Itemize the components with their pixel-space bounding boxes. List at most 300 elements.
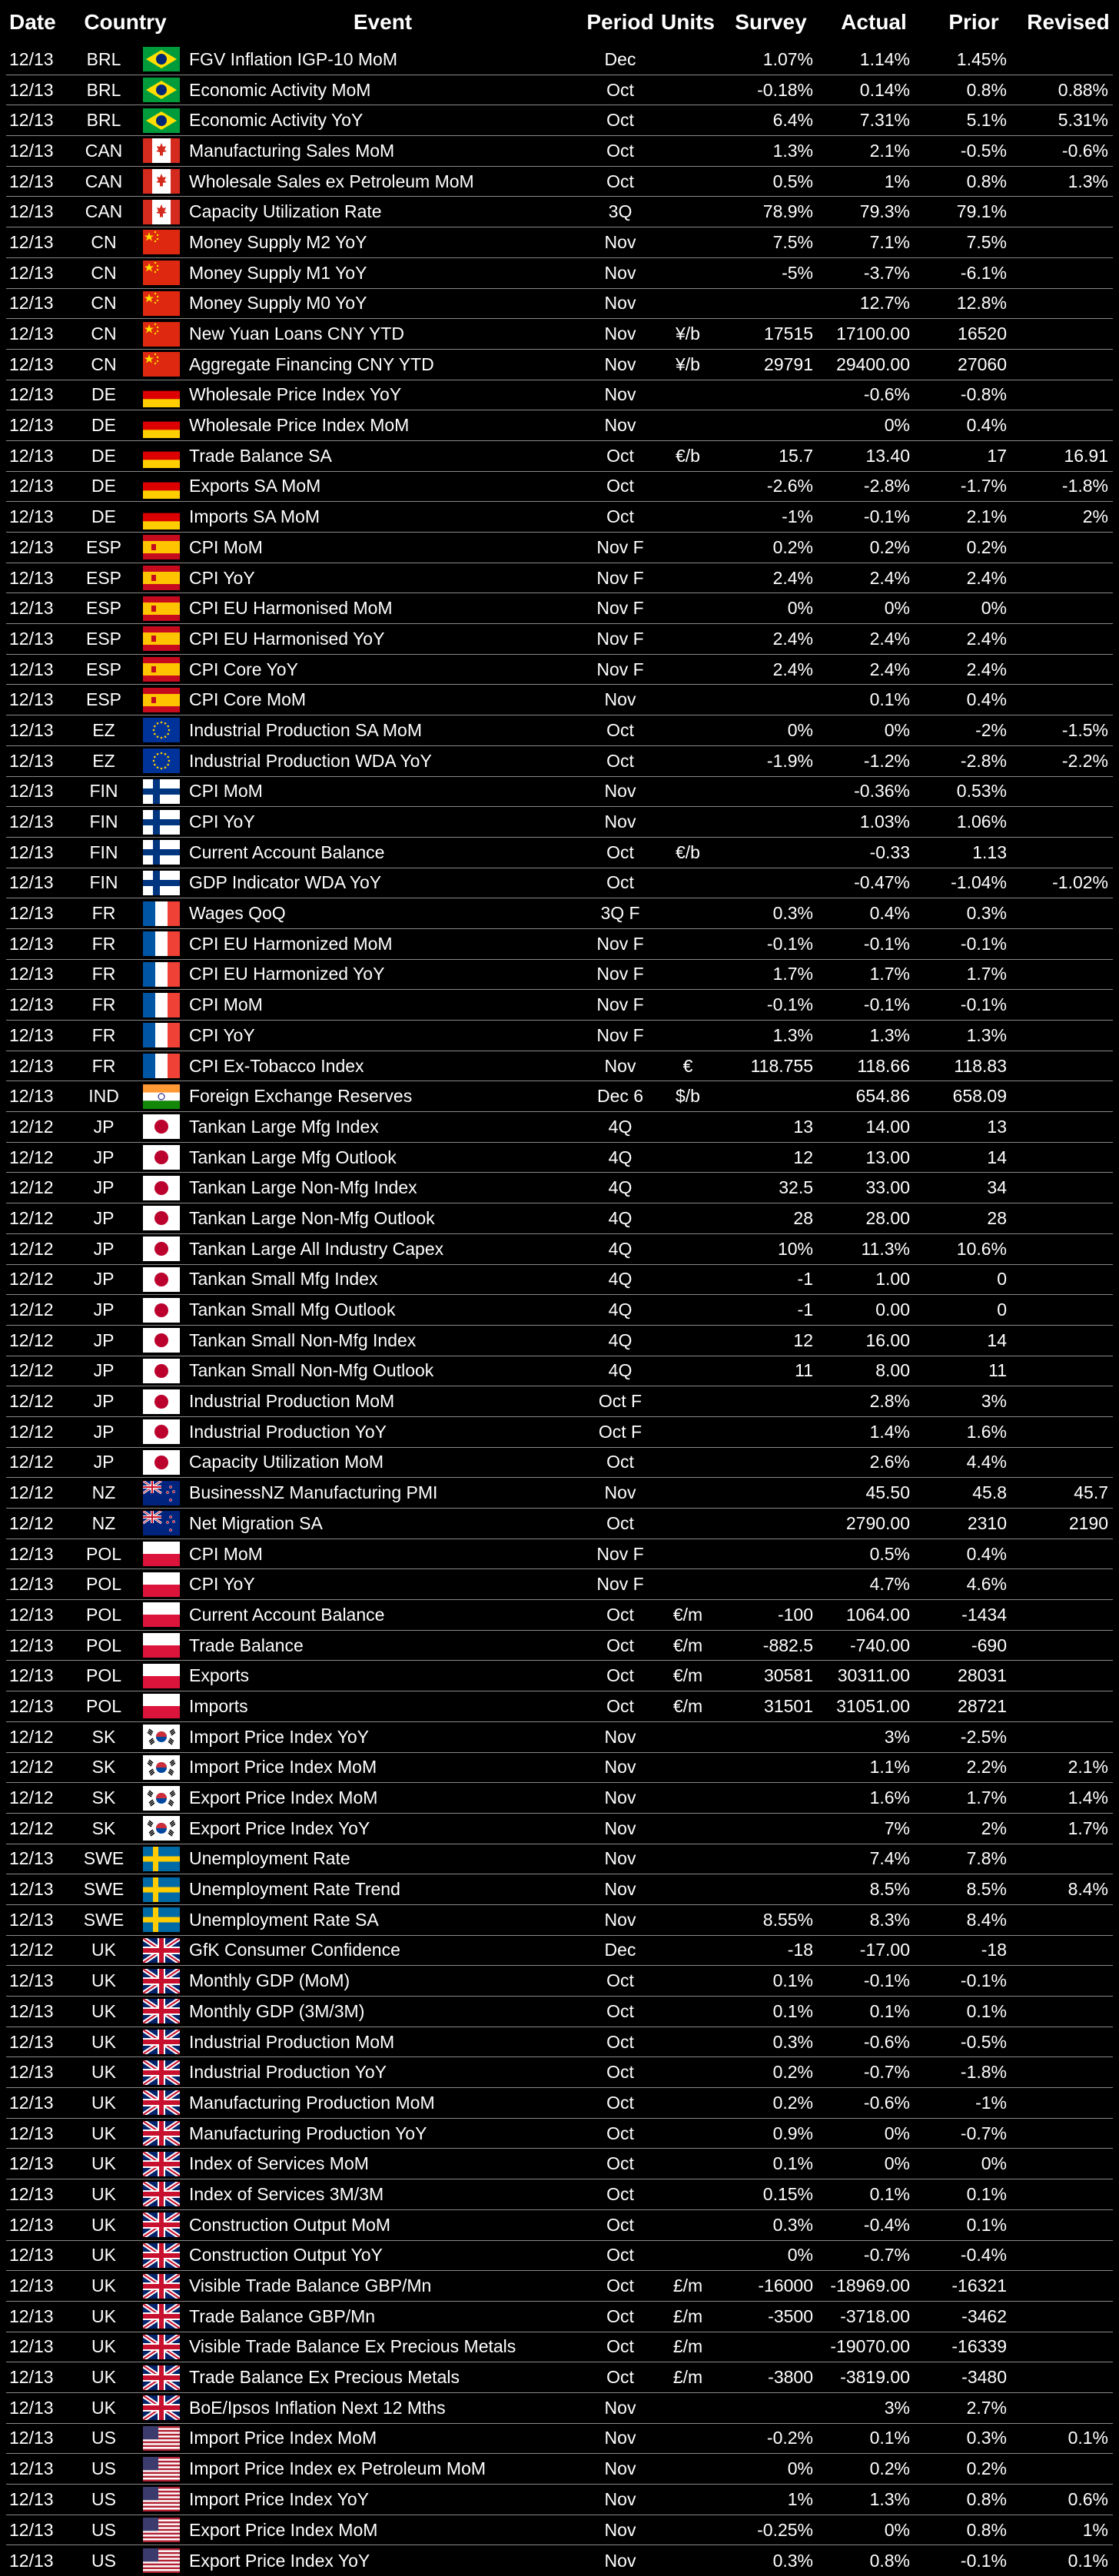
cell-period: Oct [606, 2336, 634, 2357]
table-row [6, 380, 1113, 411]
flag-pl-icon [140, 1542, 183, 1566]
flag-fr-icon [140, 931, 183, 956]
cell-revised: -2.2% [1061, 750, 1108, 771]
cell-survey: 30581 [764, 1665, 813, 1686]
cell-country: POL [85, 1635, 122, 1655]
cell-country: POL [85, 1604, 122, 1625]
cell-country: JP [93, 1207, 115, 1228]
cell-prior: -2.5% [960, 1726, 1007, 1747]
cell-event: Money Supply M0 YoY [189, 293, 367, 314]
cell-event: CPI YoY [189, 812, 255, 832]
cell-date: 12/13 [9, 719, 54, 740]
cell-period: Oct [606, 2367, 634, 2388]
cell-date: 12/13 [9, 1909, 54, 1930]
flag-jp-icon [140, 1419, 183, 1444]
table-row [6, 960, 1113, 991]
cell-date: 12/13 [9, 506, 54, 527]
cell-period: Nov [604, 812, 636, 832]
cell-survey: 0.15% [762, 2183, 813, 2204]
cell-country: POL [85, 1665, 122, 1686]
cell-revised: 45.7 [1074, 1482, 1108, 1503]
table-row [6, 441, 1113, 472]
cell-date: 12/13 [9, 994, 54, 1015]
table-row [6, 502, 1113, 533]
cell-event: BusinessNZ Manufacturing PMI [189, 1482, 438, 1503]
cell-survey: 0.1% [772, 2153, 813, 2174]
header-prior: Prior [948, 10, 999, 34]
cell-event: Tankan Large All Industry Capex [189, 1238, 444, 1259]
cell-date: 12/12 [9, 1726, 54, 1747]
table-row [6, 1997, 1113, 2027]
cell-event: Trade Balance [189, 1635, 304, 1655]
cell-survey: 0.2% [772, 536, 813, 557]
header-revised: Revised [1027, 10, 1110, 34]
cell-period: Oct [606, 110, 634, 131]
cell-prior: 0.4% [966, 415, 1007, 436]
flag-uk-icon [140, 2395, 183, 2420]
cell-survey: 7.5% [772, 231, 813, 252]
flag-us-icon [140, 2426, 183, 2451]
flag-ca-icon [140, 138, 183, 163]
cell-country: CN [91, 231, 117, 252]
cell-date: 12/13 [9, 1970, 54, 1991]
flag-uk-icon [140, 2182, 183, 2206]
table-body [6, 45, 1113, 2576]
cell-country: BRL [86, 110, 121, 131]
cell-prior: 2.4% [966, 659, 1007, 679]
cell-prior: -1% [975, 2092, 1007, 2113]
cell-event: Trade Balance SA [189, 445, 332, 466]
cell-period: Nov [604, 689, 636, 710]
cell-country: UK [91, 2000, 116, 2021]
cell-event: Manufacturing Production YoY [189, 2123, 427, 2143]
cell-prior: -1.04% [951, 872, 1007, 893]
cell-actual: 13.40 [865, 445, 910, 466]
table-row [6, 319, 1113, 350]
cell-actual: 4.7% [869, 1574, 910, 1595]
flag-de-icon [140, 474, 183, 499]
cell-prior: 2% [981, 1817, 1007, 1838]
cell-event: CPI MoM [189, 1543, 263, 1564]
cell-actual: 7.31% [859, 110, 910, 131]
cell-event: CPI YoY [189, 1574, 255, 1595]
cell-date: 12/13 [9, 659, 54, 679]
cell-event: Industrial Production YoY [189, 1421, 387, 1442]
cell-prior: 0.4% [966, 1543, 1007, 1564]
cell-actual: 0.4% [869, 903, 910, 924]
flag-jp-icon [140, 1267, 183, 1292]
cell-date: 12/13 [9, 110, 54, 131]
cell-actual: 1.3% [869, 2488, 910, 2509]
cell-period: 4Q [608, 1360, 633, 1381]
cell-period: Oct [606, 476, 634, 496]
cell-actual: -0.4% [863, 2214, 910, 2235]
cell-prior: 5.1% [966, 110, 1007, 131]
cell-period: 4Q [608, 1300, 633, 1320]
flag-jp-icon [140, 1359, 183, 1383]
cell-country: CN [91, 354, 117, 374]
cell-country: FIN [89, 781, 118, 802]
table-row [6, 1203, 1113, 1234]
cell-revised: 16.91 [1064, 445, 1108, 466]
cell-country: UK [91, 2062, 116, 2083]
cell-date: 12/13 [9, 1574, 54, 1595]
cell-period: Nov F [596, 1024, 644, 1045]
cell-prior: 28721 [958, 1695, 1007, 1716]
cell-period: 4Q [608, 1147, 633, 1167]
cell-country: ESP [85, 567, 122, 588]
header-date: Date [9, 10, 56, 34]
cell-revised: 1% [1082, 2519, 1108, 2540]
cell-event: Imports [189, 1695, 248, 1716]
cell-survey: -1% [782, 506, 813, 527]
table-row [6, 2454, 1113, 2485]
cell-survey: 6.4% [772, 110, 813, 131]
cell-actual: 0.8% [869, 2550, 910, 2571]
cell-date: 12/13 [9, 2458, 54, 2479]
cell-actual: 0.2% [869, 2458, 910, 2479]
flag-jp-icon [140, 1237, 183, 1261]
cell-event: Tankan Large Mfg Index [189, 1116, 379, 1137]
table-row [6, 1569, 1113, 1600]
cell-actual: 17100.00 [836, 324, 910, 344]
cell-period: Oct [606, 750, 634, 771]
cell-period: Oct [606, 872, 634, 893]
cell-country: UK [91, 2336, 116, 2357]
cell-country: POL [85, 1695, 122, 1716]
cell-country: IND [88, 1086, 119, 1107]
cell-survey: -0.1% [766, 933, 813, 954]
cell-date: 12/12 [9, 1116, 54, 1137]
table-row [6, 1600, 1113, 1631]
cell-period: Oct F [598, 1391, 643, 1412]
cell-date: 12/13 [9, 140, 54, 161]
cell-country: ESP [85, 536, 122, 557]
cell-period: Oct [606, 2214, 634, 2235]
cell-actual: 1.03% [859, 812, 910, 832]
cell-period: Nov [604, 1788, 636, 1808]
cell-date: 12/13 [9, 567, 54, 588]
cell-period: Nov [604, 2397, 636, 2418]
table-row [6, 2424, 1113, 2455]
cell-units: €/m [672, 1665, 703, 1686]
flag-us-icon [140, 2548, 183, 2573]
cell-prior: 1.13 [972, 842, 1007, 862]
cell-units: ¥/b [676, 324, 700, 344]
cell-actual: 118.66 [857, 1055, 910, 1076]
cell-event: Exports SA MoM [189, 476, 321, 496]
cell-revised: -1.8% [1061, 476, 1108, 496]
table-row [6, 2119, 1113, 2149]
cell-country: UK [91, 2397, 116, 2418]
flag-de-icon [140, 505, 183, 529]
cell-date: 12/12 [9, 1452, 54, 1472]
cell-country: UK [91, 2305, 116, 2326]
cell-country: CN [91, 324, 117, 344]
cell-actual: 1.3% [869, 1024, 910, 1045]
table-row [6, 2515, 1113, 2546]
cell-event: CPI Ex-Tobacco Index [189, 1055, 364, 1076]
cell-prior: -0.1% [960, 933, 1007, 954]
table-row [6, 1265, 1113, 1296]
cell-period: Oct [606, 1970, 634, 1991]
cell-country: JP [93, 1300, 115, 1320]
flag-ca-icon [140, 200, 183, 224]
cell-country: UK [91, 1970, 116, 1991]
cell-period: Nov [604, 1848, 636, 1869]
cell-actual: 2.4% [869, 567, 910, 588]
cell-date: 12/13 [9, 689, 54, 710]
cell-revised: 2190 [1068, 1512, 1108, 1533]
cell-country: JP [93, 1421, 115, 1442]
cell-actual: 7.4% [869, 1848, 910, 1869]
economic-calendar-table [6, 0, 1113, 2576]
cell-prior: -1.8% [960, 2062, 1007, 2083]
table-row [6, 1509, 1113, 1539]
flag-us-icon [140, 2487, 183, 2511]
cell-event: GDP Indicator WDA YoY [189, 872, 382, 893]
cell-prior: 17 [987, 445, 1007, 466]
header-country: Country [84, 10, 167, 34]
cell-event: CPI YoY [189, 567, 255, 588]
cell-country: UK [91, 2245, 116, 2266]
cell-survey: 29791 [764, 354, 813, 374]
cell-date: 12/13 [9, 536, 54, 557]
cell-period: 4Q [608, 1207, 633, 1228]
cell-date: 12/13 [9, 201, 54, 222]
cell-event: Economic Activity MoM [189, 79, 371, 100]
flag-fr-icon [140, 993, 183, 1017]
flag-fr-icon [140, 1054, 183, 1078]
cell-prior: 3% [981, 1391, 1007, 1412]
cell-actual: 2.4% [869, 628, 910, 649]
cell-actual: 8.3% [869, 1909, 910, 1930]
cell-period: Oct [606, 445, 634, 466]
cell-date: 12/13 [9, 1848, 54, 1869]
cell-event: Economic Activity YoY [189, 110, 364, 131]
cell-actual: 1.1% [869, 1757, 910, 1778]
cell-prior: 1.45% [956, 48, 1007, 69]
cell-actual: 12.7% [859, 293, 910, 314]
cell-country: JP [93, 1177, 115, 1198]
cell-survey: -2.6% [766, 476, 813, 496]
flag-jp-icon [140, 1176, 183, 1200]
flag-cn-icon [140, 230, 183, 254]
cell-date: 12/12 [9, 1421, 54, 1442]
cell-prior: 16520 [958, 324, 1007, 344]
cell-prior: 0.1% [966, 2000, 1007, 2021]
cell-survey: 0% [787, 2458, 813, 2479]
cell-survey: 11 [795, 1360, 813, 1381]
table-row [6, 2149, 1113, 2179]
cell-date: 12/13 [9, 2488, 54, 2509]
cell-survey: 12 [793, 1329, 813, 1350]
flag-pl-icon [140, 1572, 183, 1597]
table-row [6, 2088, 1113, 2119]
table-row [6, 2393, 1113, 2424]
table-row [6, 898, 1113, 929]
cell-period: Nov [604, 1055, 636, 1076]
cell-actual: 0% [884, 598, 910, 619]
cell-period: Oct [606, 2305, 634, 2326]
cell-country: JP [93, 1452, 115, 1472]
cell-event: Monthly GDP (3M/3M) [189, 2000, 365, 2021]
table-row [6, 350, 1113, 380]
flag-uk-icon [140, 2274, 183, 2299]
cell-country: UK [91, 2031, 116, 2052]
table-row [6, 746, 1113, 777]
cell-prior: 2.2% [966, 1757, 1007, 1778]
cell-prior: 0 [997, 1300, 1007, 1320]
table-row [6, 1874, 1113, 1905]
cell-units: €/b [676, 842, 700, 862]
cell-event: CPI MoM [189, 994, 263, 1015]
cell-event: Visible Trade Balance GBP/Mn [189, 2276, 432, 2296]
cell-prior: 28031 [958, 1665, 1007, 1686]
cell-country: UK [91, 2153, 116, 2174]
cell-period: Nov [604, 324, 636, 344]
cell-actual: -0.7% [863, 2245, 910, 2266]
cell-date: 12/13 [9, 1665, 54, 1686]
cell-date: 12/12 [9, 1757, 54, 1778]
cell-date: 12/13 [9, 1024, 54, 1045]
cell-date: 12/13 [9, 1543, 54, 1564]
cell-actual: 654.86 [855, 1086, 910, 1107]
cell-date: 12/13 [9, 2367, 54, 2388]
cell-date: 12/12 [9, 1269, 54, 1290]
cell-country: DE [91, 384, 116, 405]
cell-country: CAN [85, 171, 123, 191]
table-row [6, 533, 1113, 563]
table-row [6, 2362, 1113, 2393]
cell-prior: -3480 [961, 2367, 1007, 2388]
table-row [6, 1814, 1113, 1844]
cell-date: 12/12 [9, 1207, 54, 1228]
cell-prior: -18 [981, 1940, 1007, 1960]
cell-prior: -3462 [961, 2305, 1007, 2326]
flag-cn-icon [140, 291, 183, 316]
table-row [6, 197, 1113, 227]
cell-country: SWE [83, 1909, 125, 1930]
cell-units: £/m [672, 2276, 703, 2296]
cell-country: JP [93, 1238, 115, 1259]
flag-fi-icon [140, 840, 183, 865]
cell-country: DE [91, 415, 116, 436]
cell-event: Trade Balance GBP/Mn [189, 2305, 376, 2326]
cell-event: Construction Output YoY [189, 2245, 383, 2266]
cell-actual: 1.14% [859, 48, 910, 69]
cell-prior: -0.5% [960, 140, 1007, 161]
cell-prior: 79.1% [956, 201, 1007, 222]
cell-date: 12/13 [9, 750, 54, 771]
cell-event: Wholesale Price Index MoM [189, 415, 410, 436]
table-row [6, 777, 1113, 808]
table-row [6, 1783, 1113, 1814]
table-row [6, 1326, 1113, 1356]
cell-prior: 1.7% [966, 1788, 1007, 1808]
cell-revised: -1.5% [1061, 719, 1108, 740]
cell-prior: -1434 [961, 1604, 1007, 1625]
flag-br-icon [140, 47, 183, 71]
cell-actual: 1064.00 [845, 1604, 910, 1625]
cell-prior: 2.4% [966, 628, 1007, 649]
flag-pl-icon [140, 1664, 183, 1688]
cell-date: 12/13 [9, 2123, 54, 2143]
cell-date: 12/13 [9, 964, 54, 984]
cell-country: BRL [86, 79, 121, 100]
cell-event: CPI EU Harmonized MoM [189, 933, 393, 954]
cell-prior: 8.4% [966, 1909, 1007, 1930]
header-actual: Actual [841, 10, 907, 34]
cell-date: 12/12 [9, 1817, 54, 1838]
table-row [6, 2241, 1113, 2272]
table-row [6, 258, 1113, 289]
cell-period: Oct [606, 2276, 634, 2296]
cell-period: Nov F [596, 598, 644, 619]
cell-country: FIN [89, 812, 118, 832]
cell-period: Oct [606, 506, 634, 527]
cell-event: Wholesale Sales ex Petroleum MoM [189, 171, 474, 191]
cell-event: Tankan Large Non-Mfg Outlook [189, 1207, 435, 1228]
cell-period: Oct [606, 1695, 634, 1716]
cell-actual: 0.1% [869, 2000, 910, 2021]
cell-prior: -0.4% [960, 2245, 1007, 2266]
cell-period: Oct [606, 2000, 634, 2021]
table-row [6, 1691, 1113, 1722]
cell-date: 12/13 [9, 2214, 54, 2235]
cell-units: €/m [672, 1604, 703, 1625]
header-survey: Survey [735, 10, 807, 34]
table-row [6, 807, 1113, 838]
cell-event: Industrial Production SA MoM [189, 719, 422, 740]
cell-survey: 2.4% [772, 567, 813, 588]
cell-actual: 2.6% [869, 1452, 910, 1472]
cell-period: Oct [606, 79, 634, 100]
table-row [6, 1905, 1113, 1936]
cell-survey: 32.5 [779, 1177, 813, 1198]
cell-survey: 0.1% [772, 1970, 813, 1991]
table-row [6, 1356, 1113, 1387]
cell-prior: 14 [987, 1329, 1007, 1350]
table-row [6, 1051, 1113, 1082]
cell-date: 12/12 [9, 1329, 54, 1350]
cell-survey: -0.18% [757, 79, 813, 100]
cell-period: Oct [606, 1635, 634, 1655]
cell-date: 12/12 [9, 1788, 54, 1808]
cell-event: Export Price Index MoM [189, 2519, 378, 2540]
cell-survey: 0% [787, 2245, 813, 2266]
cell-country: NZ [91, 1512, 116, 1533]
cell-survey: -1 [797, 1269, 813, 1290]
cell-event: Tankan Large Mfg Outlook [189, 1147, 397, 1167]
cell-survey: 0.3% [772, 903, 813, 924]
cell-survey: -5% [782, 262, 813, 283]
cell-event: CPI EU Harmonised MoM [189, 598, 393, 619]
cell-period: Oct [606, 2092, 634, 2113]
flag-fi-icon [140, 810, 183, 835]
cell-prior: 10.6% [956, 1238, 1007, 1259]
cell-event: CPI MoM [189, 536, 263, 557]
cell-revised: 0.1% [1068, 2550, 1108, 2571]
cell-date: 12/13 [9, 1086, 54, 1107]
cell-event: Manufacturing Production MoM [189, 2092, 435, 2113]
cell-survey: 0.5% [772, 171, 813, 191]
cell-date: 12/13 [9, 1055, 54, 1076]
cell-event: Capacity Utilization Rate [189, 201, 382, 222]
flag-uk-icon [140, 1999, 183, 2023]
table-row [6, 685, 1113, 715]
table-row [6, 868, 1113, 899]
